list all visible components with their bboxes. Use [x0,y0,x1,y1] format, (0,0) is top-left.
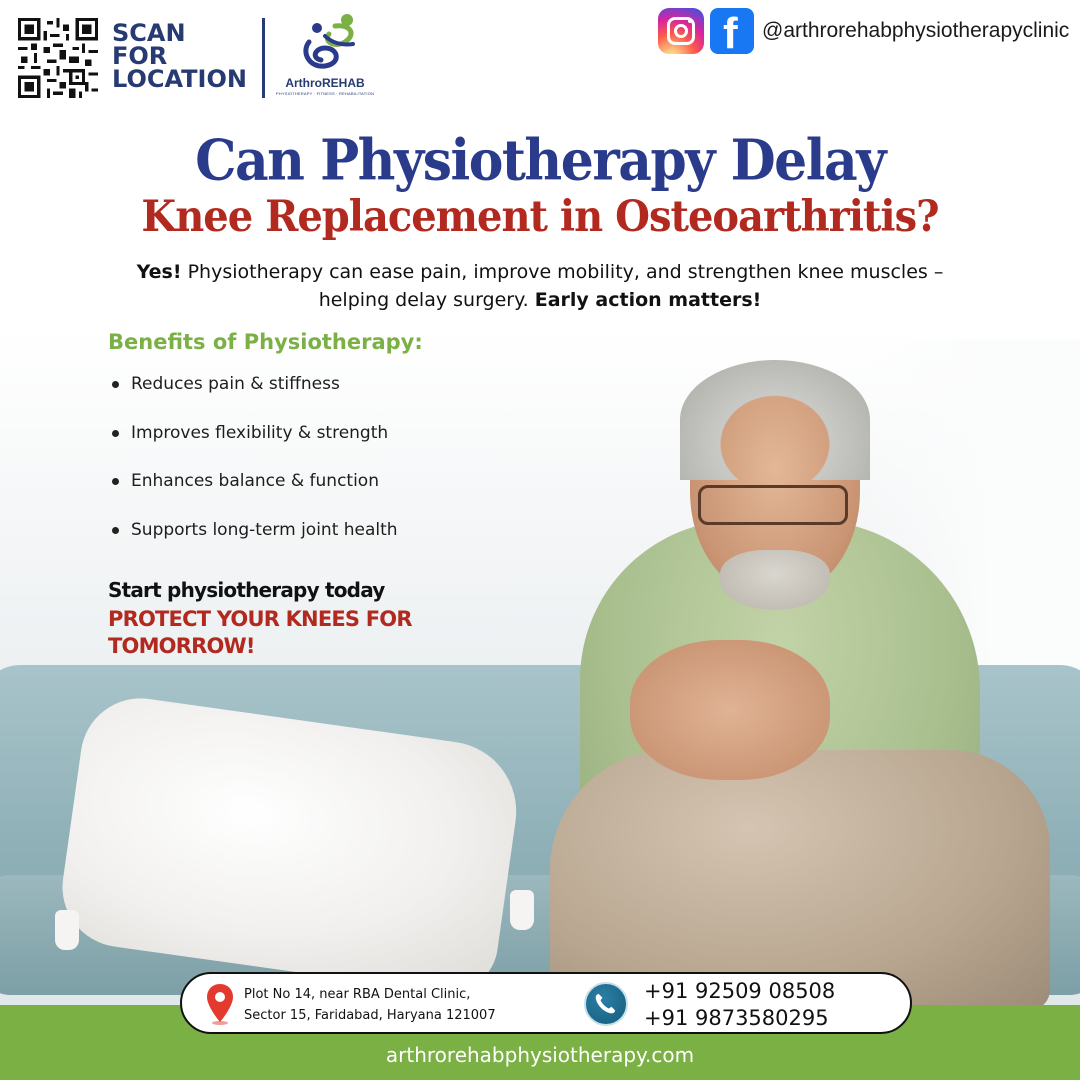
scan-line: SCAN [112,19,186,47]
bullet-icon [112,430,119,437]
benefits-heading: Benefits of Physiotherapy: [108,330,423,354]
intro-lead: Yes! [136,261,182,283]
phone-number[interactable]: +91 9873580295 [644,1006,829,1030]
address-line: Plot No 14, near RBA Dental Clinic, [244,987,471,1002]
cta-line2: PROTECT YOUR KNEES FOR TOMORROW! [108,607,412,658]
qr-code[interactable] [18,18,98,98]
pants [550,750,1050,1010]
scan-for-location [112,19,247,93]
social-handle[interactable]: @arthrorehabphysiotherapyclinic [762,19,1070,42]
benefit-text: Supports long-term joint health [131,519,398,540]
bullet-icon [112,527,119,534]
benefit-text: Reduces pain & stiffness [131,374,340,394]
hands-on-knee [630,640,830,780]
beard [720,550,830,610]
list-item [112,374,398,423]
benefit-text: Improves flexibility & strength [131,422,389,443]
website-link[interactable]: arthrorehabphysiotherapy.com [385,1043,695,1067]
phone-handset-icon [586,984,626,1024]
intro-body: Physiotherapy can ease pain, improve mobility, and strengthen knee muscles – helping delay surgery. [181,261,944,311]
list-item [112,423,398,472]
glasses [698,485,848,525]
bullet-icon [112,381,119,388]
phone-numbers [644,978,835,1032]
camera-lens [674,24,688,38]
phone-icon [584,982,628,1026]
facebook-icon[interactable] [710,8,754,54]
sub-title: Knee Replacement in Osteoarthritis? [141,191,939,242]
logo-tagline: PHYSIOTHERAPY · FITNESS · REHABILITATION [275,91,375,96]
list-item [112,471,398,520]
logo-mark-icon [295,12,365,74]
qr-code-icon [18,18,98,98]
bullet-icon [112,478,119,485]
contact-box [180,972,912,1034]
benefit-text: Enhances balance & function [131,471,379,491]
pillow-tassel [55,910,79,950]
facebook-f: f [723,9,738,54]
benefits-list [112,374,398,568]
address-line: Sector 15, Faridabad, Haryana 121007 [244,1008,496,1023]
intro-text [130,258,950,314]
camera-dot [688,19,692,23]
instagram-icon[interactable] [658,8,704,54]
pillow-tassel [510,890,534,930]
header-divider [262,18,265,98]
main-title: Can Physiotherapy Delay [195,127,885,194]
list-item [112,520,398,569]
scan-line: FOR [112,42,168,70]
address [244,984,496,1026]
phone-number[interactable]: +91 92509 08508 [644,979,836,1003]
location-pin-icon [206,982,234,1026]
hair [680,360,870,480]
intro-emphasis: Early action matters! [534,289,762,311]
arthrorehab-logo [275,12,375,102]
cta-line1: Start physiotherapy today [108,578,385,602]
scan-line: LOCATION [112,65,247,93]
social-links [658,8,1069,54]
elderly-man-holding-knee [540,360,1060,1010]
logo-name: ArthroREHAB [285,76,365,90]
